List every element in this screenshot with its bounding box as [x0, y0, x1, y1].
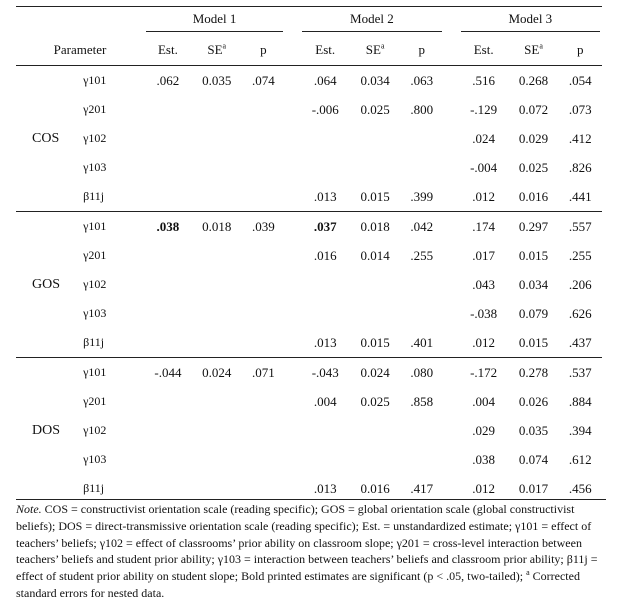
est-cell: .516: [472, 72, 496, 88]
se-cell: 0.018: [192, 212, 242, 242]
est-cell: [144, 328, 192, 358]
note-label: Note.: [16, 502, 42, 516]
est-cell: [144, 124, 192, 153]
se-cell: [192, 153, 242, 182]
est-header: Est.: [300, 35, 350, 66]
est-header: Est.: [144, 35, 192, 66]
p-cell: .080: [400, 358, 443, 388]
est-cell: [300, 416, 350, 445]
column-header-row: [16, 35, 602, 66]
table-row: [16, 358, 602, 388]
p-header: p: [559, 35, 603, 66]
se-cell: 0.015: [518, 334, 549, 350]
est-cell: .029: [472, 422, 496, 438]
est-cell: [300, 299, 350, 328]
se-cell: [192, 182, 242, 212]
se-cell: 0.034: [360, 72, 390, 88]
est-cell: .016: [313, 247, 337, 263]
table-body: [16, 66, 602, 504]
parameter-cell: γ201: [83, 394, 107, 408]
results-table: [16, 6, 602, 503]
parameter-cell: γ103: [83, 452, 107, 466]
p-cell: .626: [568, 305, 592, 321]
est-cell: [144, 270, 192, 299]
se-cell: [192, 328, 242, 358]
est-cell: [300, 153, 350, 182]
est-cell: .012: [472, 188, 496, 204]
se-cell: [192, 387, 242, 416]
se-cell: 0.034: [518, 276, 549, 292]
table-note: [16, 499, 606, 602]
p-cell: [242, 182, 285, 212]
group-label: COS: [32, 130, 60, 146]
p-cell: .456: [568, 480, 592, 496]
table-row: [16, 124, 602, 153]
p-cell: .557: [559, 212, 603, 242]
est-header: Est.: [459, 35, 509, 66]
table-row: [16, 182, 602, 212]
se-cell: [192, 241, 242, 270]
est-cell: .024: [472, 130, 496, 146]
se-cell: 0.268: [518, 72, 549, 88]
p-cell: .206: [568, 276, 592, 292]
est-cell: .012: [472, 334, 496, 350]
est-cell: [144, 153, 192, 182]
est-cell: .043: [472, 276, 496, 292]
p-cell: .255: [568, 247, 592, 263]
p-cell: [242, 95, 285, 124]
p-cell: .042: [400, 212, 443, 242]
p-cell: .417: [410, 480, 434, 496]
p-cell: .071: [242, 358, 285, 388]
p-cell: .858: [410, 393, 434, 409]
est-cell: [144, 182, 192, 212]
se-cell: 0.018: [350, 212, 400, 242]
est-cell: .004: [472, 393, 496, 409]
p-cell: .063: [410, 72, 434, 88]
table-row: [16, 241, 602, 270]
est-cell: -.004: [470, 159, 498, 175]
se-cell: [350, 445, 400, 474]
est-cell: -.043: [300, 358, 350, 388]
se-cell: 0.035: [518, 422, 549, 438]
se-cell: 0.024: [192, 358, 242, 388]
note-text: COS = constructivist orientation scale (reading specific); GOS = global orientation scale (global constructivist beliefs); DOS = direct-transmissive orientation scale (reading specific); Est. = unstandardized estimate; γ101 = effect of teachers’ beliefs; γ102 = effect of classrooms’ prior ability on classroom slope; γ201 = cross-level interaction between teachers’ beliefs and student prior ability; γ103 = interaction between teachers’ beliefs and classroom prior ability; β11j = effect of student prior ability on student slope; Bold printed estimates are significant (p < .05, two-tailed);: [16, 502, 598, 584]
est-cell: .062: [156, 72, 180, 88]
table-row: [16, 66, 602, 96]
est-cell: [300, 445, 350, 474]
est-cell: .012: [472, 480, 496, 496]
parameter-cell: β11j: [83, 335, 105, 349]
se-cell: 0.014: [360, 247, 390, 263]
p-cell: [242, 153, 285, 182]
p-cell: [242, 445, 285, 474]
se-cell: 0.025: [518, 159, 549, 175]
p-cell: .394: [568, 422, 592, 438]
p-cell: .074: [252, 72, 275, 88]
p-cell: .039: [242, 212, 285, 242]
footnote-text: Corrected standard errors for nested data.: [16, 569, 580, 600]
est-cell: .013: [313, 480, 337, 496]
p-cell: [400, 270, 443, 299]
se-cell: [350, 124, 400, 153]
se-cell: 0.024: [350, 358, 400, 388]
parameter-cell: γ102: [83, 423, 107, 437]
se-cell: 0.015: [518, 247, 549, 263]
p-cell: [242, 241, 285, 270]
parameter-cell: γ101: [83, 73, 107, 87]
est-cell: .037: [300, 212, 350, 242]
p-cell: .612: [568, 451, 592, 467]
est-cell: -.044: [144, 358, 192, 388]
parameter-cell: γ201: [83, 102, 107, 116]
se-cell: [192, 95, 242, 124]
p-cell: [242, 124, 285, 153]
se-cell: 0.029: [518, 130, 549, 146]
table-row: [16, 270, 602, 299]
table-row: [16, 445, 602, 474]
p-cell: .054: [568, 72, 592, 88]
se-cell: 0.015: [360, 188, 390, 204]
p-cell: .073: [568, 101, 592, 117]
se-cell: 0.072: [518, 101, 549, 117]
se-header: $SE^a$: [192, 35, 242, 66]
p-cell: .800: [410, 101, 434, 117]
se-cell: 0.079: [518, 305, 549, 321]
model-header-row: [16, 7, 602, 36]
se-header: $SE^a$: [509, 35, 559, 66]
se-cell: [350, 299, 400, 328]
parameter-cell: γ102: [83, 277, 107, 291]
se-cell: 0.016: [360, 480, 390, 496]
est-cell: .174: [459, 212, 509, 242]
p-cell: [242, 299, 285, 328]
est-cell: .038: [472, 451, 496, 467]
se-cell: 0.017: [518, 480, 549, 496]
est-cell: [300, 124, 350, 153]
est-cell: [144, 299, 192, 328]
p-cell: .255: [410, 247, 434, 263]
p-cell: [400, 299, 443, 328]
se-cell: 0.025: [360, 101, 390, 117]
model-1-header: Model 1: [146, 11, 283, 32]
est-cell: .064: [313, 72, 337, 88]
parameter-cell: γ101: [81, 212, 144, 242]
p-cell: .412: [568, 130, 592, 146]
footnote-marker: a: [526, 568, 530, 578]
se-header: $SE^a$: [350, 35, 400, 66]
p-header: p: [400, 35, 443, 66]
est-cell: -.172: [459, 358, 509, 388]
se-cell: [350, 153, 400, 182]
se-cell: 0.297: [509, 212, 559, 242]
parameter-cell: β11j: [83, 189, 105, 203]
parameter-cell: γ201: [83, 248, 107, 262]
est-cell: [300, 270, 350, 299]
se-cell: 0.026: [518, 393, 549, 409]
se-cell: 0.074: [518, 451, 549, 467]
p-cell: .399: [410, 188, 434, 204]
est-cell: -.129: [470, 101, 498, 117]
p-cell: [242, 416, 285, 445]
parameter-cell: γ102: [83, 131, 107, 145]
est-cell: .004: [313, 393, 337, 409]
model-3-header: Model 3: [461, 11, 600, 32]
table-row: [16, 95, 602, 124]
p-cell: [400, 416, 443, 445]
se-cell: [192, 270, 242, 299]
est-cell: [144, 241, 192, 270]
p-cell: .401: [410, 334, 434, 350]
est-cell: [144, 445, 192, 474]
parameter-header: Parameter: [16, 35, 144, 66]
est-cell: [144, 95, 192, 124]
se-cell: [192, 124, 242, 153]
p-cell: .884: [568, 393, 592, 409]
est-cell: .017: [472, 247, 496, 263]
table-row: [16, 299, 602, 328]
est-cell: .013: [313, 334, 337, 350]
p-cell: .826: [568, 159, 592, 175]
p-cell: [400, 153, 443, 182]
p-cell: [400, 445, 443, 474]
table-row: [16, 416, 602, 445]
parameter-cell: β11j: [83, 481, 105, 495]
table-row: [16, 328, 602, 358]
se-cell: [192, 416, 242, 445]
se-cell: 0.015: [360, 334, 390, 350]
parameter-cell: γ103: [83, 160, 107, 174]
est-cell: [144, 416, 192, 445]
group-label: DOS: [16, 358, 81, 504]
se-cell: [192, 445, 242, 474]
p-cell: [242, 387, 285, 416]
se-cell: [350, 416, 400, 445]
est-cell: .038: [144, 212, 192, 242]
p-cell: [400, 124, 443, 153]
se-cell: [350, 270, 400, 299]
se-cell: 0.016: [518, 188, 549, 204]
est-cell: .013: [313, 188, 337, 204]
se-cell: [192, 299, 242, 328]
table-row: [16, 387, 602, 416]
est-cell: [144, 387, 192, 416]
p-cell: [242, 328, 285, 358]
parameter-cell: γ101: [81, 358, 144, 388]
parameter-cell: γ103: [83, 306, 107, 320]
model-2-header: Model 2: [302, 11, 441, 32]
p-cell: .437: [568, 334, 592, 350]
table-row: [16, 212, 602, 242]
p-cell: .537: [559, 358, 603, 388]
est-cell: -.006: [311, 101, 339, 117]
p-cell: .441: [568, 188, 592, 204]
se-cell: 0.278: [509, 358, 559, 388]
p-cell: [242, 270, 285, 299]
est-cell: -.038: [470, 305, 498, 321]
table-row: [16, 153, 602, 182]
group-label: GOS: [16, 212, 81, 358]
p-header: p: [242, 35, 285, 66]
se-cell: 0.035: [202, 72, 232, 88]
se-cell: 0.025: [360, 393, 390, 409]
